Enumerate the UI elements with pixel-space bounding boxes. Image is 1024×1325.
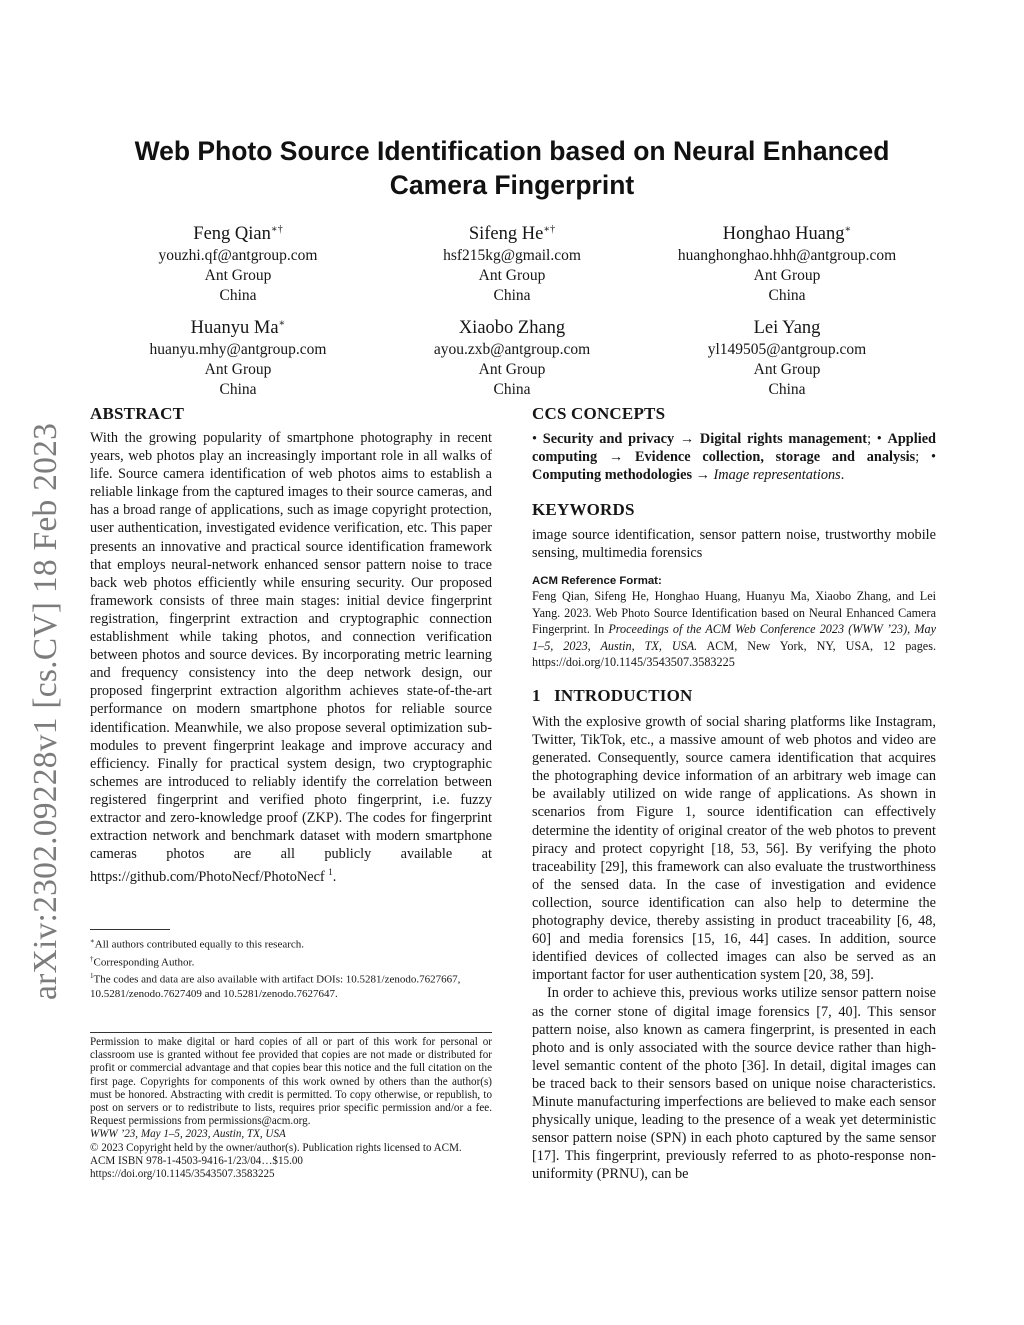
author-block: [637, 218, 937, 306]
keywords-text: image source identification, sensor pattern noise, trustworthy mobile sensing, multimedia forensics: [532, 527, 936, 562]
footnote-mark: 1: [328, 867, 333, 878]
acm-ref-heading: ACM Reference Format:: [532, 575, 662, 587]
author-email: hsf215kg@gmail.com: [443, 247, 581, 265]
author-block: [362, 218, 662, 306]
author-email: yl149505@antgroup.com: [707, 341, 867, 359]
author-country: China: [768, 381, 806, 399]
author-name: Honghao Huang∗: [722, 224, 852, 245]
author-name: Xiaobo Zhang: [458, 318, 566, 339]
author-name: Feng Qian∗†: [193, 224, 283, 245]
permission-text: Permission to make digital or hard copies of all or part of this work for personal or classroom use is granted without fee provided that copies are not made or distributed for profit or commercial advantage and that copies bear this notice and the full citation on the first page. Copyrights for components of this work owned by others than the author(s) must be honored. Abstracting with credit is permitted. To copy otherwise, or republish, to post on servers or to redistribute to lists, requires prior specific permission and/or a fee. Request permissions from permissions@acm.org.: [90, 1036, 492, 1128]
copyright-line: © 2023 Copyright held by the owner/author(s). Publication rights licensed to ACM.: [90, 1141, 462, 1154]
author-block: [88, 218, 388, 306]
author-block: [88, 312, 388, 400]
author-email: huanyu.mhy@antgroup.com: [149, 341, 327, 359]
arxiv-stamp: arXiv:2302.09228v1 [cs.CV] 18 Feb 2023: [27, 422, 64, 1000]
author-org: Ant Group: [204, 361, 272, 379]
ccs-concepts: • Security and privacy → Digital rights management; • Applied computing → Evidence collection, storage and analysis; • Computing methodologies → Image representations.: [532, 431, 936, 484]
author-country: China: [493, 381, 531, 399]
author-org: Ant Group: [478, 361, 546, 379]
intro-body: [532, 713, 936, 1183]
author-org: Ant Group: [478, 267, 546, 285]
author-org: Ant Group: [204, 267, 272, 285]
author-country: China: [768, 287, 806, 305]
author-name: Lei Yang: [753, 318, 821, 339]
isbn-line: ACM ISBN 978-1-4503-9416-1/23/04…$15.00: [90, 1154, 303, 1167]
permission-block: [90, 1036, 492, 1181]
intro-heading: 1 INTRODUCTION: [532, 686, 693, 705]
doi-line: https://doi.org/10.1145/3543507.3583225: [90, 1168, 275, 1181]
author-email: huanghonghao.hhh@antgroup.com: [677, 247, 897, 265]
footnote-divider: [90, 929, 170, 930]
author-name: Huanyu Ma∗: [190, 318, 286, 339]
abstract-heading: ABSTRACT: [90, 404, 185, 423]
footnotes: [90, 934, 492, 1001]
author-country: China: [219, 381, 257, 399]
footnote-item: †Corresponding Author.: [90, 954, 195, 969]
abstract-body: With the growing popularity of smartphone photography in recent years, web photos play an increasingly important role in all walks of life. Source camera identification of web photos aims to establish a reliable linkage from the captured images to their source cameras, and has a broad range of applications, such as image copyright protection, user authentication, investigated evidence verification, etc. This paper presents an innovative and practical source identification framework that employs neural-network enhanced sensor pattern noise to trace back web photos efficiently while ensuring security. Our proposed framework consists of three main stages: initial device fingerprint registration, fingerprint extraction and cryptographic connection establishment while taking photos, and connection verification between photos and source devices. By incorporating metric learning and frequency consistency into the deep network design, our proposed fingerprint extraction algorithm achieves state-of-the-art performance on modern smartphone photos for reliable source identification. Meanwhile, we also propose several optimization sub-modules to prevent fingerprint leakage and improve accuracy and efficiency. Finally for practical system design, two cryptographic schemes are introduced to reliably identify the correlation between registered fingerprint and verified photo fingerprint, i.e. fuzzy extractor and zero-knowledge proof (ZKP). The codes for fingerprint extraction network and benchmark dataset with modern smartphone cameras photos are all publicly available at https://github.com/PhotoNecf/PhotoNecf $^1$.: [90, 430, 492, 886]
intro-paragraph-1: With the explosive growth of social sharing platforms like Instagram, Twitter, TikTok, etc., a massive amount of web photos and video are generated. Consequently, source camera identification that acquires the photographing device information of an arbitrary web image can be availably utilized on wide range of applications. As shown in scenarios from Figure 1, source identification can effectively determine the identity of original creator of the web photos to prevent piracy and protect copyright [18, 53, 56]. By verifying the photo traceability [29], this framework can also evaluate the trustworthiness of the sensed data. In the case of investigation and evidence collection, source identification can also help to determine the photography device, thereby assisting in product traceability [6, 48, 60] and media forensics [15, 16, 44] cases. In addition, source identified devices of collected images can also be served as an important factor for user authentication system [20, 38, 59].: [532, 714, 936, 984]
author-email: ayou.zxb@antgroup.com: [433, 341, 591, 359]
author-name: Sifeng He∗†: [468, 224, 556, 245]
intro-paragraph-2: In order to achieve this, previous works utilize sensor pattern noise as the corner stone of digital image forensics [7, 40]. This sensor pattern noise, also known as camera fingerprint, is presented in each photo and is only associated with the source device rather than high-level semantic content of the photo [36]. In detail, digital images can be traced back to their sensors based on unique noise characteristics. Minute manufacturing imperfections are believed to make each sensor physically unique, leading to the presence of a weak yet deterministic sensor pattern noise (SPN) in each photo captured by the same sensor [17]. This fingerprint, previously referred to as photo-response non-uniformity (PRNU), can be: [532, 985, 936, 1183]
acm-ref-text: Feng Qian, Sifeng He, Honghao Huang, Huanyu Ma, Xiaobo Zhang, and Lei Yang. 2023. Web Photo Source Identification based on Neural Enhanced Camera Fingerprint. In Proceedings of the ACM Web Conference 2023 (WWW ’23), May 1–5, 2023, Austin, TX, USA. ACM, New York, NY, USA, 12 pages. https://doi.org/10.1145/3543507.3583225: [532, 589, 936, 670]
venue-line: WWW ’23, May 1–5, 2023, Austin, TX, USA: [90, 1128, 286, 1141]
keywords-heading: KEYWORDS: [532, 500, 635, 519]
author-block: [362, 312, 662, 400]
author-org: Ant Group: [753, 267, 821, 285]
author-country: China: [493, 287, 531, 305]
author-country: China: [219, 287, 257, 305]
author-org: Ant Group: [753, 361, 821, 379]
author-email: youzhi.qf@antgroup.com: [158, 247, 318, 265]
paper-title: Web Photo Source Identification based on Neural Enhanced Camera Fingerprint: [134, 136, 890, 200]
abstract-text: With the growing popularity of smartphone photography in recent years, web photos play an increasingly important role in all walks of life. Source camera identification of web photos aims to establish a reliable linkage from the captured images to their source cameras, and has a broad range of applications, such as image copyright protection, user authentication, investigated evidence verification, etc. This paper presents an innovative and practical source identification framework that employs neural-network enhanced sensor pattern noise to trace back web photos efficiently while ensuring security. Our proposed framework consists of three main stages: initial device fingerprint registration, fingerprint extraction and cryptographic connection establishment while taking photos, and connection verification between photos and source devices. By incorporating metric learning and frequency consistency into the deep network design, our proposed fingerprint extraction algorithm achieves state-of-the-art performance on modern smartphone photos for reliable source identification. Meanwhile, we also propose several optimization sub-modules to prevent fingerprint leakage and improve accuracy and efficiency. Finally for practical system design, two cryptographic schemes are introduced to reliably identify the correlation between registered fingerprint and verified photo fingerprint, i.e. fuzzy extractor and zero-knowledge proof (ZKP). The codes for fingerprint extraction network and benchmark dataset with modern smartphone cameras photos are all publicly available at https://github.com/PhotoNecf/PhotoNecf: [90, 430, 492, 886]
author-block: [637, 312, 937, 400]
footnote-item: $^1$The codes and data are also available with artifact DOIs: 10.5281/zenodo.7627667, 10.5281/zenodo.7627409 and 10.5281/zenodo.7627647.: [90, 972, 461, 1000]
permission-divider: [90, 1032, 492, 1033]
ccs-heading: CCS CONCEPTS: [532, 404, 666, 423]
footnote-item: ∗All authors contributed equally to this research.: [90, 937, 305, 951]
